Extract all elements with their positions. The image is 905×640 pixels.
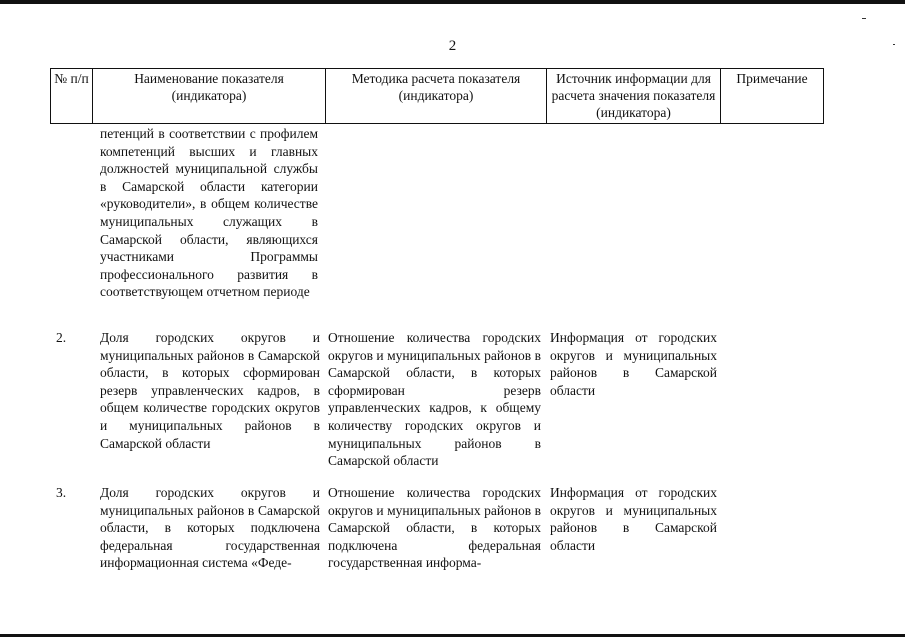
row-1-name: петенций в соответствии с профилем компетенций высших и главных должностей муниципальной службы в Самарской области категории «руководители», в общем количестве муниципальных служащих в Самарской области, являющихся участниками Программы профессионального развития в соответствующем отчетном периоде xyxy=(100,126,318,300)
row-3-name: Доля городских округов и муниципальных районов в Самарской области, в которых подключена федеральная государственная информационная система «Феде- xyxy=(100,485,320,571)
header-cell-number: № п/п xyxy=(51,69,93,124)
scan-bottom-border xyxy=(0,634,905,637)
header-cell-method: Методика расчета показателя (индикатора) xyxy=(326,69,547,124)
header-cell-name: Наименование показателя (индикатора) xyxy=(93,69,326,124)
row-2-source: Информация от городских округов и муниципальных районов в Самарской области xyxy=(550,330,717,398)
row-3-method: Отношение количества городских округов и муниципальных районов в Самарской области, в которых подключена федеральная государственная информа- xyxy=(328,485,541,571)
row-3-source: Информация от городских округов и муниципальных районов в Самарской области xyxy=(550,485,717,553)
table-header xyxy=(50,68,824,124)
row-2-number: 2. xyxy=(56,330,67,345)
scan-top-border xyxy=(0,0,905,4)
header-cell-note: Примечание xyxy=(721,69,824,124)
scan-speck xyxy=(862,18,866,19)
row-3-number: 3. xyxy=(56,485,67,500)
row-2-name: Доля городских округов и муниципальных районов в Самарской области, в которых сформирован резерв управленческих кадров, в общем количестве городских округов и муниципальных районов в Самарской области xyxy=(100,330,320,451)
page-number: 2 xyxy=(448,38,457,54)
row-2-method: Отношение количества городских округов и муниципальных районов в Самарской области, в которых сформирован резерв управленческих кадров, к общему количеству городских округов и муниципальных районов в Самарской области xyxy=(328,330,541,469)
header-cell-source: Источник информации для расчета значения показателя (индикатора) xyxy=(547,69,721,124)
